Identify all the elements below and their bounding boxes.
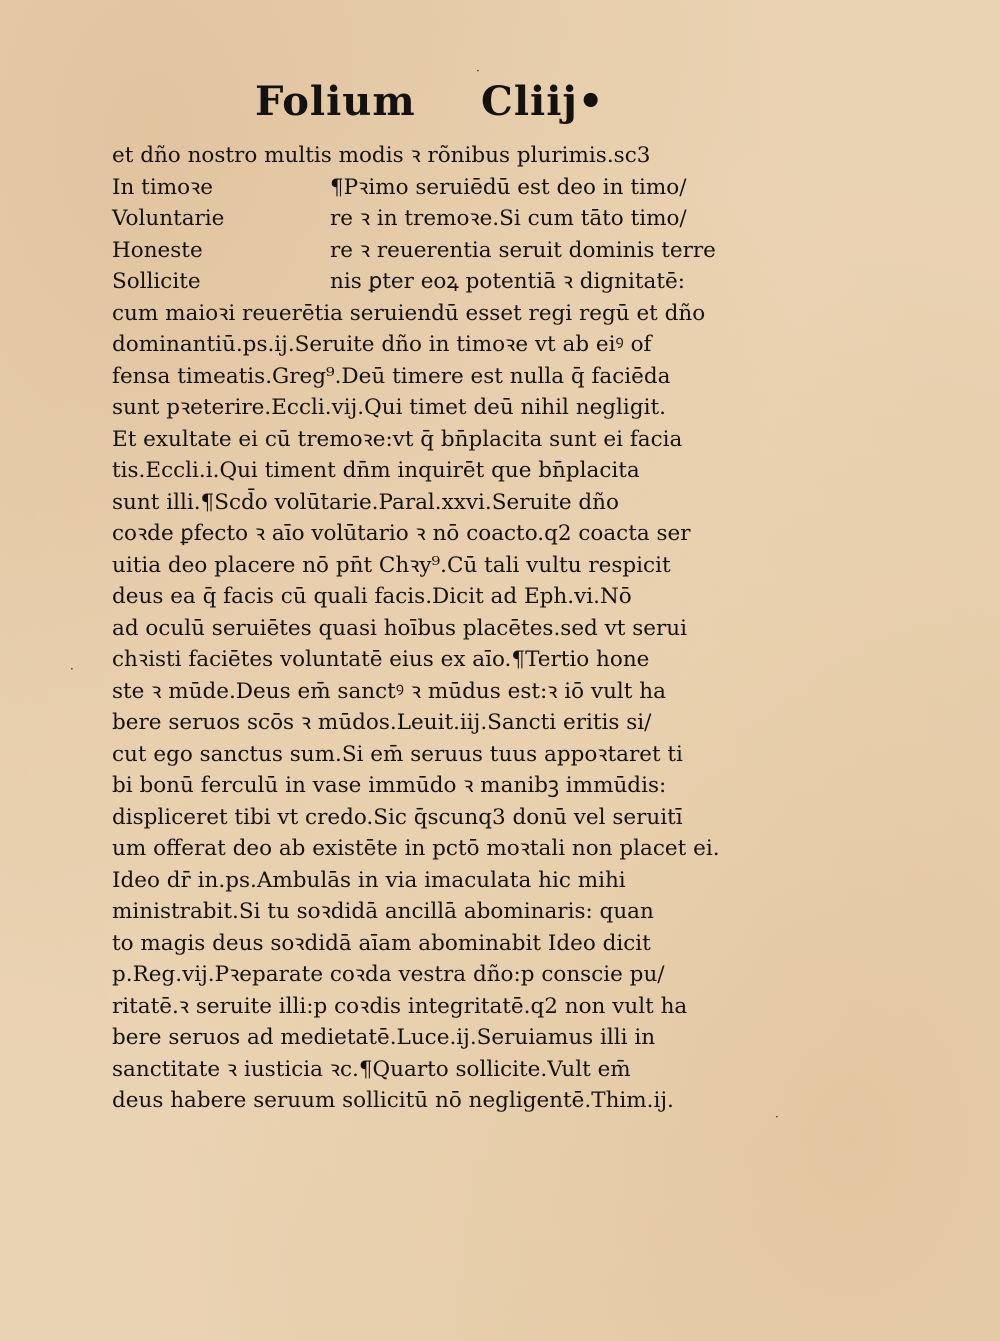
text-line: uitia deo placere nō pn̄t Chꝛy⁹.Cū tali vultu respicit	[112, 552, 671, 578]
split-row	[112, 235, 772, 267]
text-line: um offerat deo ab existēte in pctō moꝛtali non placet ei.	[112, 836, 720, 861]
text-line: coꝛde ꝑfecto ꝛ aīo volūtario ꝛ nō coacto.q2 coacta ser	[112, 521, 691, 546]
marginal-heading: In timoꝛe	[112, 174, 213, 200]
text-line: fensa timeatis.Greg⁹.Deū timere est nulla q̄ faciēda	[112, 363, 671, 389]
text-line: sunt pꝛeterire.Eccli.vij.Qui timet deū nihil negligit.	[112, 395, 666, 420]
text-line: sunt illi.¶Scd̄o volūtarie.Paral.xxvi.Seruite dño	[112, 489, 619, 515]
text-line: displiceret tibi vt credo.Sic q̄scunq3 donū vel seruitī	[112, 804, 683, 830]
text-line: ministrabit.Si tu soꝛdidā ancillā abominaris: quan	[112, 899, 654, 924]
marginal-heading: Sollicite	[112, 269, 201, 294]
ink-speck: ·	[775, 1110, 779, 1124]
marginal-heading: Honeste	[112, 237, 203, 263]
text-line: sanctitate ꝛ iusticia ꝛc.¶Quarto sollicite.Vult em̄	[112, 1056, 631, 1082]
text-line: deus habere seruum sollicitū nō negligentē.Thim.ij.	[112, 1088, 674, 1113]
ink-speck: ·	[476, 64, 480, 78]
text-line: tis.Eccli.i.Qui timent dn̄m inquirēt que bn̄placita	[112, 458, 640, 483]
text-line: Ideo dr̄ in.ps.Ambulās in via imaculata hic mihi	[112, 867, 626, 893]
text-line: ritatē.ꝛ seruite illi:p coꝛdis integritatē.q2 non vult ha	[112, 993, 688, 1019]
folio-number: Cliij•	[481, 78, 605, 125]
body-text	[112, 140, 772, 1117]
marginal-heading: Voluntarie	[112, 206, 225, 231]
split-row	[112, 172, 772, 204]
text-line: Et exultate ei cū tremoꝛe:vt q̄ bn̄placita sunt ei facia	[112, 426, 683, 452]
text-line: p.Reg.vij.Pꝛeparate coꝛda vestra dño:p conscie pu/	[112, 962, 665, 987]
header-title: Folium	[255, 78, 416, 125]
split-row	[112, 266, 772, 298]
ink-speck: ·	[70, 662, 74, 676]
page-header	[255, 78, 615, 138]
text-line: to magis deus soꝛdidā aīam abominabit Ideo dicit	[112, 930, 651, 956]
text-line: nis ꝑter eoꝝ potentiā ꝛ dignitatē:	[330, 269, 685, 294]
text-line: bere seruos scōs ꝛ mūdos.Leuit.iij.Sancti eritis si/	[112, 710, 652, 735]
text-line: chꝛisti faciētes voluntatē eius ex aīo.¶Tertio hone	[112, 647, 650, 672]
text-line: deus ea q̄ facis cū quali facis.Dicit ad Eph.vi.Nō	[112, 584, 632, 609]
text-line: re ꝛ reuerentia seruit dominis terre	[330, 237, 716, 263]
text-line: bere seruos ad medietatē.Luce.ij.Seruiamus illi in	[112, 1025, 656, 1050]
text-line: cum maioꝛi reuerētia seruiendū esset regi regū et dño	[112, 300, 706, 326]
split-row	[112, 203, 772, 235]
text-line: cut ego sanctus sum.Si em̄ seruus tuus appoꝛtaret ti	[112, 741, 683, 767]
text-line: bi bonū ferculū in vase immūdo ꝛ manibꝫ immūdis:	[112, 773, 667, 798]
text-line: ¶Pꝛimo seruiēdū est deo in timo/	[330, 174, 687, 200]
text-line: re ꝛ in tremoꝛe.Si cum tāto timo/	[330, 206, 687, 231]
text-line: ad oculū seruiētes quasi hoībus placētes.sed vt serui	[112, 615, 688, 641]
text-line: ste ꝛ mūde.Deus em̄ sanctꝰ ꝛ mūdus est:ꝛ iō vult ha	[112, 678, 666, 704]
text-line: et dño nostro multis modis ꝛ rõnibus plurimis.sc3	[112, 143, 651, 168]
text-line: dominantiū.ps.ij.Seruite dño in timoꝛe vt ab eiꝰ of	[112, 332, 652, 357]
